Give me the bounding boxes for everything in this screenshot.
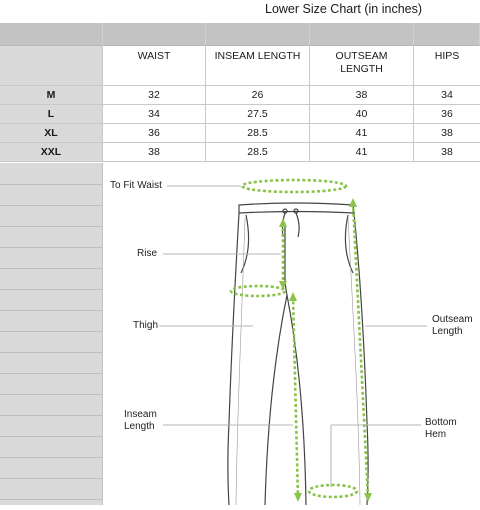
outseam-line-1: Outseam: [432, 314, 473, 325]
cell-hips: 34: [414, 86, 480, 105]
table-row: [0, 143, 480, 162]
table-row: [0, 124, 480, 143]
table-row: [0, 105, 480, 124]
cell-inseam: 28.5: [206, 124, 310, 143]
label-inseam-length: [124, 409, 157, 433]
strip-divider: [0, 184, 103, 185]
strip-divider: [0, 478, 103, 479]
strip-divider: [0, 394, 103, 395]
cell-outseam: 41: [310, 143, 414, 162]
strip-divider: [0, 205, 103, 206]
strip-divider: [0, 268, 103, 269]
strip-divider: [0, 289, 103, 290]
cell-outseam: 41: [310, 124, 414, 143]
chart-title: Lower Size Chart (in inches): [265, 2, 423, 16]
strip-divider: [0, 415, 103, 416]
strip-divider: [0, 373, 103, 374]
strip-divider: [0, 499, 103, 500]
cell-outseam: 38: [310, 86, 414, 105]
pants-measurement-diagram: [103, 163, 480, 505]
cell-hips: 38: [414, 124, 480, 143]
table-row: [0, 86, 480, 105]
inseam-line: [293, 296, 298, 498]
strip-divider: [0, 226, 103, 227]
inseam-line-2: Length: [124, 421, 155, 432]
size-label: L: [0, 105, 103, 124]
cell-inseam: 27.5: [206, 105, 310, 124]
size-table: [0, 23, 480, 163]
header-corner: [0, 46, 103, 86]
label-outseam-length: [432, 314, 473, 338]
strip-divider: [0, 457, 103, 458]
top-band-cell: [206, 23, 310, 46]
outseam-line: [353, 203, 368, 497]
inseam-line-1: Inseam: [124, 409, 157, 420]
outseam-line-2: Length: [432, 326, 463, 337]
strip-divider: [0, 436, 103, 437]
table-top-band: [0, 23, 480, 46]
column-header-outseam: OUTSEAM LENGTH: [310, 46, 414, 86]
cell-outseam: 40: [310, 105, 414, 124]
arrowheads: [279, 198, 372, 502]
pants-illustration: [103, 163, 480, 505]
left-gray-strip: [0, 163, 103, 505]
size-label: M: [0, 86, 103, 105]
top-band-cell: [310, 23, 414, 46]
strip-divider: [0, 331, 103, 332]
cell-inseam: 28.5: [206, 143, 310, 162]
cell-inseam: 26: [206, 86, 310, 105]
strip-divider: [0, 310, 103, 311]
cell-waist: 34: [103, 105, 206, 124]
bottom-line-1: Bottom: [425, 417, 457, 428]
top-band-cell: [0, 23, 103, 46]
top-band-cell: [414, 23, 480, 46]
cell-hips: 38: [414, 143, 480, 162]
label-bottom-hem: [425, 417, 457, 441]
bottom-hem-ellipse: [309, 485, 357, 497]
cell-hips: 36: [414, 105, 480, 124]
top-band-cell: [103, 23, 206, 46]
bottom-line-2: Hem: [425, 429, 447, 440]
waist-ellipse: [242, 180, 346, 192]
strip-divider: [0, 352, 103, 353]
strip-divider: [0, 247, 103, 248]
cell-waist: 36: [103, 124, 206, 143]
column-header-hips: HIPS: [414, 46, 480, 86]
column-header-waist: WAIST: [103, 46, 206, 86]
thigh-ellipse: [231, 286, 285, 296]
cell-waist: 32: [103, 86, 206, 105]
size-label: XL: [0, 124, 103, 143]
column-header-row: [0, 46, 480, 86]
label-to-fit-waist: To Fit Waist: [110, 180, 162, 191]
size-label: XXL: [0, 143, 103, 162]
label-thigh: Thigh: [133, 320, 159, 331]
column-header-inseam: INSEAM LENGTH: [206, 46, 310, 86]
label-rise: Rise: [137, 248, 158, 259]
cell-waist: 38: [103, 143, 206, 162]
